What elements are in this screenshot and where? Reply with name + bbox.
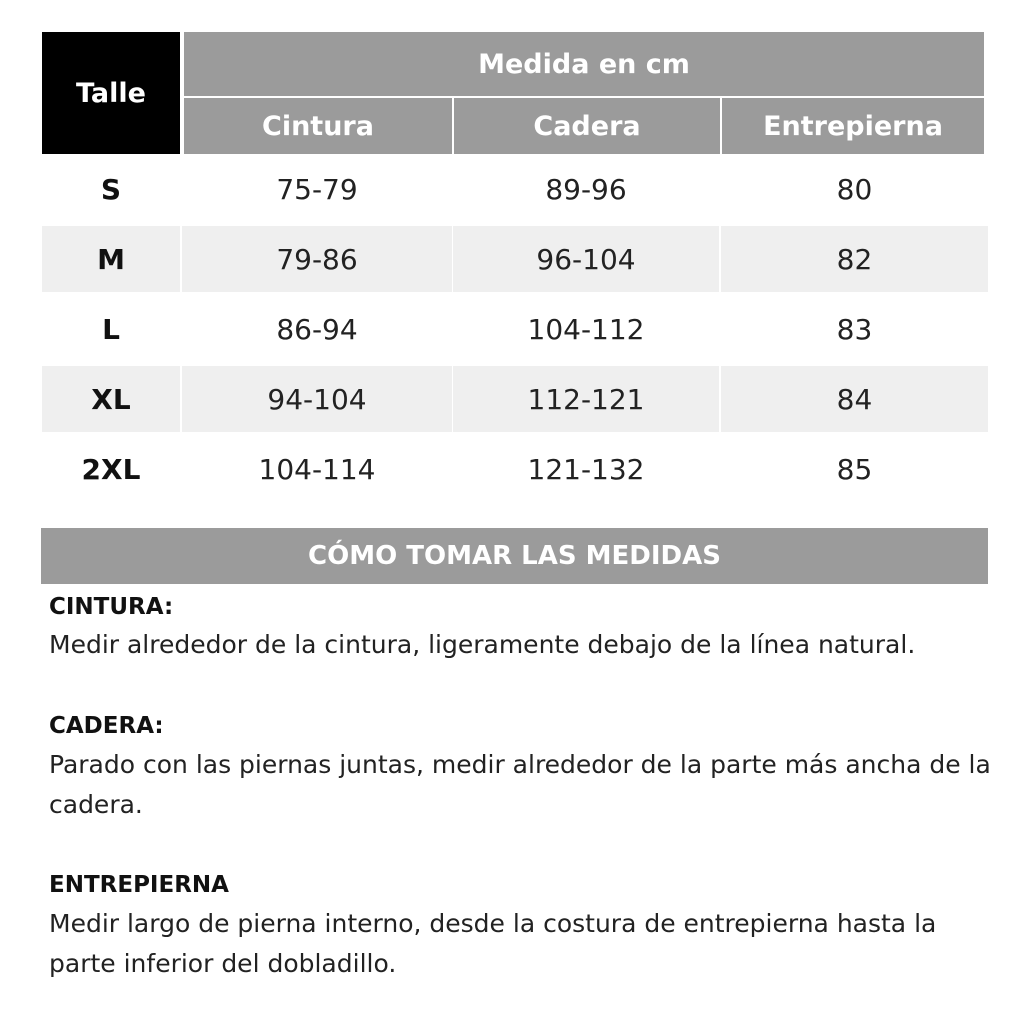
entrepierna-cell: 84: [721, 366, 988, 432]
size-cell: 2XL: [81, 452, 141, 486]
cadera-cell: 96-104: [453, 226, 719, 292]
guide-section-header: CÓMO TOMAR LAS MEDIDAS: [41, 528, 988, 584]
size-cell: L: [102, 312, 120, 346]
guide-label-cintura: CINTURA:: [49, 594, 174, 620]
guide-label-cadera: CADERA:: [49, 713, 164, 739]
cintura-cell: 94-104: [182, 366, 452, 432]
table-row: [42, 366, 988, 432]
column-header-entrepierna: Entrepierna: [722, 98, 984, 154]
column-header-cadera: Cadera: [454, 98, 720, 154]
cadera-cell: 89-96: [545, 172, 627, 206]
cintura-cell: 79-86: [182, 226, 452, 292]
measurement-group-header: Medida en cm: [184, 32, 984, 96]
cintura-cell: 104-114: [258, 452, 376, 486]
guide-text-entrepierna: Medir largo de pierna interno, desde la costura de entrepierna hasta la parte inferior del dobladillo.: [49, 909, 937, 978]
column-header-cintura: Cintura: [184, 98, 452, 154]
entrepierna-cell: 82: [721, 226, 988, 292]
entrepierna-cell: 85: [836, 452, 873, 486]
table-row: [42, 296, 988, 362]
guide-text-cadera: Parado con las piernas juntas, medir alrededor de la parte más ancha de la cadera.: [49, 750, 991, 819]
cintura-cell: 75-79: [276, 172, 358, 206]
size-cell: S: [100, 172, 122, 206]
table-row: [42, 226, 988, 292]
cintura-cell: 86-94: [276, 312, 358, 346]
guide-text-cintura: Medir alrededor de la cintura, ligeramente debajo de la línea natural.: [49, 630, 916, 659]
entrepierna-cell: 83: [836, 312, 873, 346]
table-row: [42, 436, 988, 502]
size-cell: M: [42, 226, 180, 292]
size-column-header: Talle: [42, 32, 180, 154]
entrepierna-cell: 80: [836, 172, 873, 206]
size-cell: XL: [42, 366, 180, 432]
cadera-cell: 112-121: [453, 366, 719, 432]
cadera-cell: 104-112: [527, 312, 645, 346]
guide-label-entrepierna: ENTREPIERNA: [49, 872, 229, 898]
table-row: [42, 156, 988, 222]
cadera-cell: 121-132: [527, 452, 645, 486]
